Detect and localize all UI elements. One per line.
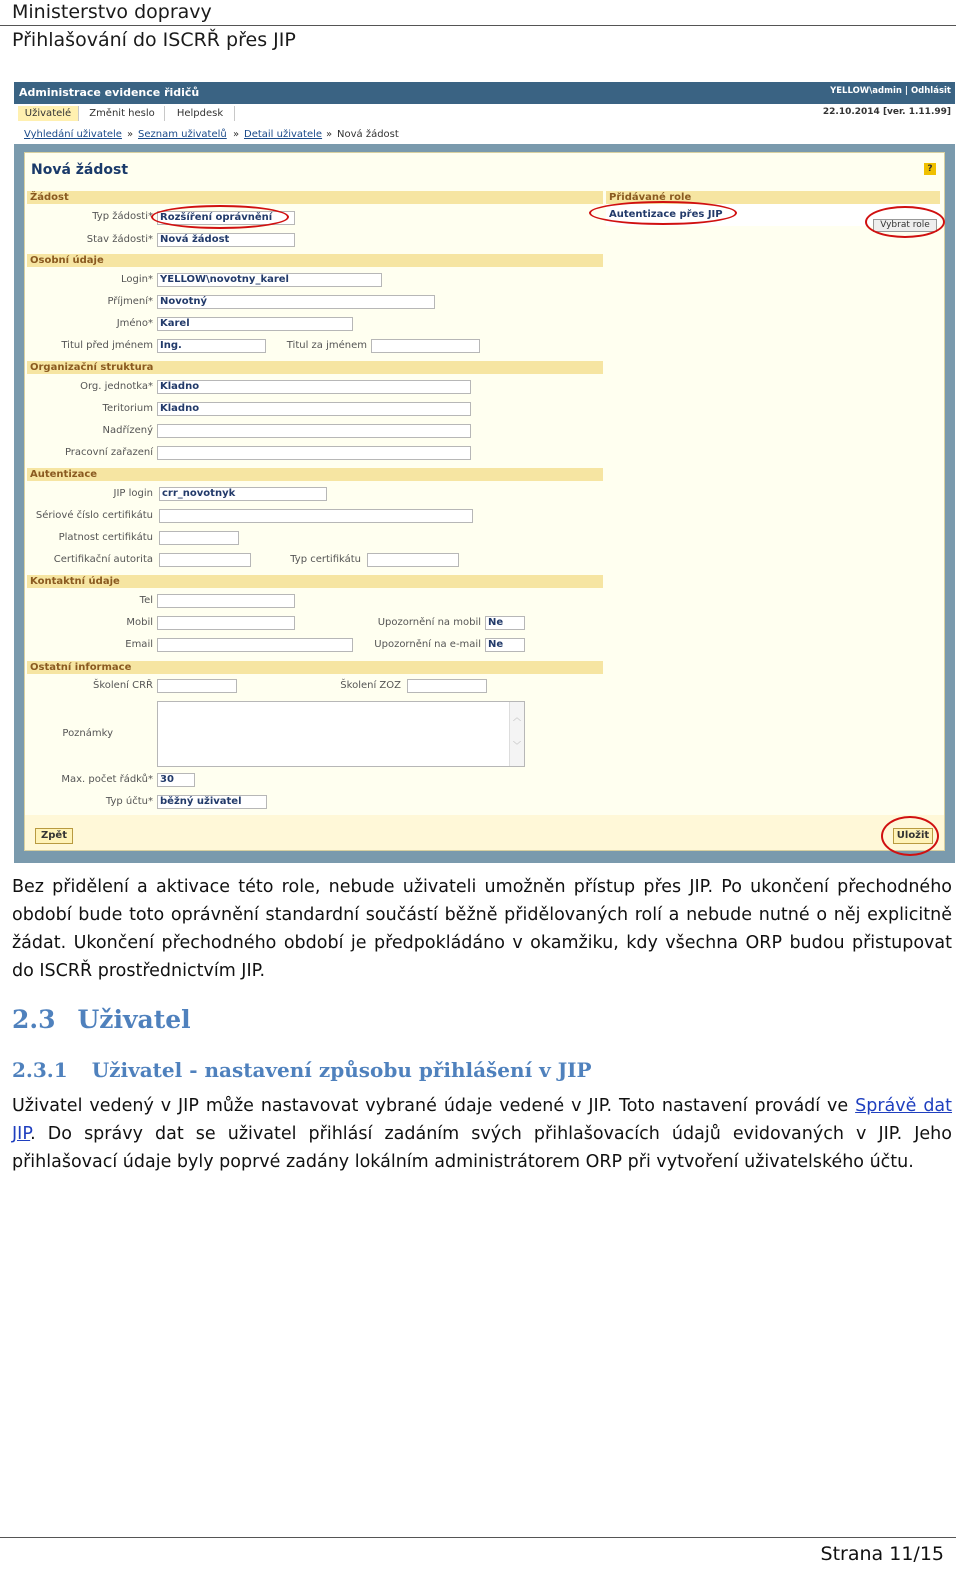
label-seriove-cislo: Sériové číslo certifikátu	[35, 510, 153, 521]
field-skoleni-crr[interactable]	[157, 679, 237, 693]
paragraph-user-settings	[12, 1092, 952, 1176]
annotation-circle	[881, 816, 939, 856]
section-org: Organizační struktura	[27, 361, 603, 374]
field-nadrizeny[interactable]	[157, 424, 471, 438]
app-screenshot	[14, 82, 955, 863]
paragraph-role-info: Bez přidělení a aktivace této role, nebude uživateli umožněn přístup přes JIP. Po ukončení přechodného období bude toto oprávnění standardní součástí běžně přidělovaných rolí a nebude nutné o něj explicitně žádat. Ukončení přechodného období je předpokládáno v okamžiku, kdy všechna ORP budou přistupovat do ISCRŘ prostřednictvím JIP.	[12, 877, 952, 981]
section-role: Přidávané role	[606, 191, 940, 204]
heading-2-3-1	[12, 1058, 592, 1082]
button-bar	[25, 815, 944, 850]
link-sprava-dat-jip[interactable]: Správě dat JIP	[12, 1096, 953, 1144]
app-main	[14, 122, 955, 863]
back-button[interactable]: Zpět	[35, 828, 73, 844]
annotation-circle	[865, 206, 945, 238]
section-kontakt: Kontaktní údaje	[27, 575, 603, 588]
field-typ-cert[interactable]	[367, 553, 459, 567]
heading-text: Uživatel	[77, 1005, 191, 1034]
field-org-jednotka[interactable]: Kladno	[157, 380, 471, 394]
field-jmeno[interactable]: Karel	[157, 317, 353, 331]
help-icon[interactable]: ?	[924, 163, 936, 175]
label-login: Login*	[121, 274, 153, 285]
breadcrumb-user-detail[interactable]: Detail uživatele	[244, 129, 323, 140]
section-ostatni: Ostatní informace	[27, 661, 603, 674]
date-version: 22.10.2014 [ver. 1.11.99]	[822, 107, 951, 117]
save-button[interactable]: Uložit	[893, 828, 933, 844]
section-osobni: Osobní údaje	[27, 254, 603, 267]
page-title: Nová žádost	[31, 162, 129, 178]
heading-number: 2.3.1	[12, 1058, 68, 1082]
breadcrumb	[14, 122, 955, 144]
label-org-jednotka: Org. jednotka*	[80, 381, 153, 392]
select-upoz-mobil[interactable]: Ne	[485, 616, 525, 630]
field-jip-login[interactable]: crr_novotnyk	[159, 487, 327, 501]
menu-tab-helpdesk[interactable]: Helpdesk	[166, 106, 235, 121]
heading-text: Uživatel - nastavení způsobu přihlášení v JIP	[91, 1058, 592, 1082]
label-nadrizeny: Nadřízený	[102, 425, 153, 436]
scroll-down-icon[interactable]: ﹀	[513, 741, 521, 750]
app-title: Administrace evidence řidičů	[19, 86, 200, 99]
field-mobil[interactable]	[157, 616, 295, 630]
label-upoz-email: Upozornění na e-mail	[374, 639, 481, 650]
label-prijmeni: Příjmení*	[107, 296, 153, 307]
form-panel	[24, 152, 945, 851]
label-email: Email	[125, 639, 153, 650]
section-zadost: Žádost	[27, 191, 603, 204]
label-stav-zadosti: Stav žádosti*	[86, 234, 153, 245]
field-login[interactable]: YELLOW\novotny_karel	[157, 273, 382, 287]
label-titul-za: Titul za jménem	[286, 340, 367, 351]
label-platnost: Platnost certifikátu	[58, 532, 153, 543]
label-skoleni-zoz: Školení ZOZ	[340, 680, 401, 691]
label-titul-pred: Titul před jménem	[61, 340, 153, 351]
field-prac-zarazeni[interactable]	[157, 446, 471, 460]
heading-number: 2.3	[12, 1005, 56, 1034]
breadcrumb-search-user[interactable]: Vyhledání uživatele	[24, 129, 122, 140]
role-item: Autentizace přes JIP	[609, 209, 723, 220]
textarea-scrollbar[interactable]	[509, 702, 524, 766]
label-upoz-mobil: Upozornění na mobil	[377, 617, 481, 628]
label-max-radku: Max. počet řádků*	[61, 774, 153, 785]
menu-tab-users[interactable]: Uživatelé	[18, 106, 79, 121]
label-jmeno: Jméno*	[116, 318, 153, 329]
breadcrumb-current: Nová žádost	[337, 129, 399, 140]
label-poznamky: Poznámky	[62, 728, 113, 739]
field-max-radku[interactable]: 30	[157, 773, 195, 787]
label-tel: Tel	[139, 595, 153, 606]
breadcrumb-sep: »	[127, 129, 134, 140]
annotation-circle	[151, 205, 289, 229]
label-prac-zarazeni: Pracovní zařazení	[64, 447, 153, 458]
field-email[interactable]	[157, 638, 353, 652]
app-menubar	[14, 104, 955, 122]
field-seriove-cislo[interactable]	[159, 509, 473, 523]
field-platnost[interactable]	[159, 531, 239, 545]
header-divider	[0, 25, 956, 26]
label-skoleni-crr: Školení CRŘ	[92, 680, 153, 691]
field-cert-autorita[interactable]	[159, 553, 251, 567]
choose-roles-button[interactable]: Vybrat role	[873, 219, 937, 232]
field-skoleni-zoz[interactable]	[407, 679, 487, 693]
app-topbar	[14, 82, 955, 104]
field-stav-zadosti[interactable]: Nová žádost	[157, 233, 295, 247]
textarea-poznamky[interactable]	[157, 701, 525, 767]
label-mobil: Mobil	[126, 617, 153, 628]
paragraph-text: . Do správy dat se uživatel přihlásí zadáním svých přihlašovacích údajů evidovaných v JIP. Jeho přihlašovací údaje byly poprvé zadány lokálním administrátorem ORP při vytvoření uživatelského účtu.	[12, 1124, 952, 1172]
field-tel[interactable]	[157, 594, 295, 608]
menu-tab-change-password[interactable]: Změnit heslo	[80, 106, 165, 121]
field-titul-pred[interactable]: Ing.	[157, 339, 266, 353]
breadcrumb-sep: »	[233, 129, 240, 140]
annotation-circle	[589, 201, 737, 225]
label-jip-login: JIP login	[113, 488, 153, 499]
label-typ-cert: Typ certifikátu	[290, 554, 361, 565]
field-titul-za[interactable]	[371, 339, 480, 353]
page-number: Strana 11/15	[820, 1543, 944, 1565]
field-typ-zadosti[interactable]: Rozšíření oprávnění	[157, 211, 295, 225]
heading-2-3	[12, 1005, 191, 1034]
label-teritorium: Teritorium	[102, 403, 153, 414]
label-typ-uctu: Typ účtu*	[105, 796, 153, 807]
paragraph-text: Uživatel vedený v JIP může nastavovat vybrané údaje vedené v JIP. Toto nastavení provádí ve	[12, 1096, 856, 1116]
section-auth: Autentizace	[27, 468, 603, 481]
field-teritorium[interactable]: Kladno	[157, 402, 471, 416]
label-cert-autorita: Certifikační autorita	[53, 554, 153, 565]
footer-divider	[0, 1537, 956, 1538]
select-upoz-email[interactable]: Ne	[485, 638, 525, 652]
user-logout-link[interactable]: YELLOW\admin | Odhlásit	[830, 86, 951, 96]
field-prijmeni[interactable]: Novotný	[157, 295, 435, 309]
header-doc-title: Přihlašování do ISCRŘ přes JIP	[12, 29, 296, 51]
label-typ-zadosti: Typ žádosti*	[92, 211, 153, 222]
select-typ-uctu[interactable]: běžný uživatel	[157, 795, 267, 809]
scroll-up-icon[interactable]: ︿	[513, 713, 521, 722]
header-org: Ministerstvo dopravy	[12, 1, 212, 23]
breadcrumb-sep: »	[326, 129, 333, 140]
breadcrumb-user-list[interactable]: Seznam uživatelů	[138, 129, 227, 140]
